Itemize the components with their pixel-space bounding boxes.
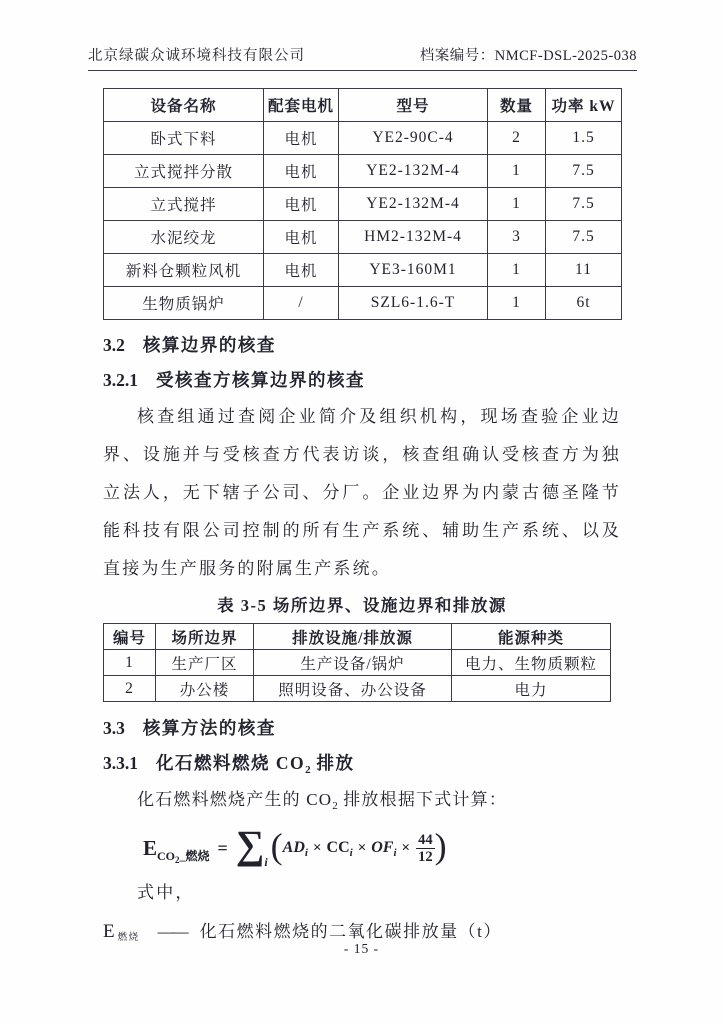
sigma-symbol: ∑	[235, 822, 265, 867]
column-header: 排放设施/排放源	[254, 624, 452, 650]
table-cell: 电力、生物质颗粒	[452, 650, 611, 676]
table-cell: 生产设备/锅炉	[254, 650, 452, 676]
formula-lhs-subscript: $CO_2\_$燃烧	[157, 848, 210, 865]
table-cell: 电力	[452, 676, 611, 702]
page-number: - 15 -	[343, 941, 380, 956]
formula-where-label: 式中，	[137, 883, 195, 902]
table-cell: 电机	[264, 122, 339, 155]
table-row	[104, 676, 611, 702]
table-cell: 水泥绞龙	[104, 221, 264, 254]
formula-term-cc: CC	[326, 839, 350, 856]
column-header: 能源种类	[452, 624, 611, 650]
table-cell: YE2-90C-4	[339, 122, 488, 155]
column-header: 编号	[104, 624, 156, 650]
table-cell: 电机	[264, 188, 339, 221]
open-parenthesis: (	[270, 826, 283, 866]
table-cell: 7.5	[546, 221, 622, 254]
table-cell: 3	[488, 221, 546, 254]
boundary-check-paragraph: 核查组通过查阅企业简介及组织机构，现场查验企业边界、设施并与受核查方代表访谈，核查组确认受核查方为独立法人，无下辖子公司、分厂。企业边界为内蒙古德圣隆节能科技有限公司控制的所有生产系统、辅助生产系统、以及直接为生产服务的附属生产系统。	[103, 407, 621, 578]
definition-dash: ——	[157, 922, 186, 941]
co2-formula-intro: 化石燃料燃烧产生的 $CO_2$ 排放根据下式计算：	[137, 790, 508, 812]
table-row	[104, 287, 622, 320]
table-row	[104, 155, 622, 188]
sigma-index: i	[264, 854, 268, 869]
table-cell: 立式搅拌	[104, 188, 264, 221]
table-cell: 电机	[264, 221, 339, 254]
table-cell: 生物质锅炉	[104, 287, 264, 320]
variable-subscript: 燃烧	[117, 933, 140, 943]
co2-emission-formula: E $CO_2\_$燃烧 = ∑ i ( AD i × CC i × OF i × $\frac{44}{12}$ )	[143, 822, 447, 869]
section-3-3-1-heading	[103, 751, 621, 778]
multiply-sign: ×	[357, 839, 367, 856]
close-parenthesis: )	[434, 826, 447, 866]
table-cell: 1	[488, 155, 546, 188]
multiply-sign: ×	[312, 839, 322, 856]
table-cell: 6t	[546, 287, 622, 320]
multiply-sign: ×	[401, 839, 411, 856]
table-cell: 1	[488, 287, 546, 320]
formula-term-of: OF	[371, 839, 394, 856]
table-cell: 卧式下料	[104, 122, 264, 155]
table-cell: 1	[104, 650, 156, 676]
table-3-5-caption: 表 3-5 场所边界、设施边界和排放源	[217, 596, 507, 615]
table-cell: YE2-132M-4	[339, 155, 488, 188]
table-row	[104, 122, 622, 155]
table-cell: 生产厂区	[156, 650, 254, 676]
table-cell: YE3-160M1	[339, 254, 488, 287]
table-cell: 立式搅拌分散	[104, 155, 264, 188]
column-header: 数量	[488, 89, 546, 122]
variable-description: 化石燃料燃烧的二氧化碳排放量（t）	[199, 922, 502, 941]
table-cell: 7.5	[546, 188, 622, 221]
section-title: 核算方法的核查	[142, 718, 276, 738]
table-row	[104, 188, 622, 221]
table-cell: 新料仓颗粒风机	[104, 254, 264, 287]
table-cell: 照明设备、办公设备	[254, 676, 452, 702]
boundary-table	[103, 623, 611, 702]
section-number: 3.3.1	[103, 753, 138, 773]
table-cell: HM2-132M-4	[339, 221, 488, 254]
boundary-table-header-row	[104, 624, 611, 650]
column-header: 型号	[339, 89, 488, 122]
section-3-3-heading	[103, 716, 621, 740]
column-header: 配套电机	[264, 89, 339, 122]
section-title: 受核查方核算边界的核查	[156, 370, 365, 390]
section-3-2-heading	[103, 333, 621, 357]
section-3-2-1-heading	[103, 368, 621, 392]
header-company-name: 北京绿碳众诚环境科技有限公司	[88, 48, 305, 64]
table-cell: SZL6-1.6-T	[339, 287, 488, 320]
table-cell: /	[264, 287, 339, 320]
section-number: 3.3	[103, 718, 125, 738]
table-cell: YE2-132M-4	[339, 188, 488, 221]
equipment-table	[103, 88, 622, 320]
co2-subscript: 2	[332, 800, 338, 812]
variable-symbol: E	[103, 921, 115, 942]
co2-subscript: 2	[305, 764, 311, 776]
table-cell: 办公楼	[156, 676, 254, 702]
section-number: 3.2.1	[103, 370, 138, 390]
table-cell: 1	[488, 188, 546, 221]
column-header: 场所边界	[156, 624, 254, 650]
equipment-table-header-row	[104, 89, 622, 122]
table-cell: 2	[104, 676, 156, 702]
table-cell: 电机	[264, 254, 339, 287]
section-title: 化石燃料燃烧 $CO_2$ 排放	[156, 753, 355, 776]
formula-lhs-symbol: E	[143, 835, 158, 860]
column-header: 功率 kW	[546, 89, 622, 122]
table-cell: 1	[488, 254, 546, 287]
page-content	[103, 88, 621, 948]
page-header	[88, 44, 637, 71]
table-row	[104, 254, 622, 287]
table-row	[104, 650, 611, 676]
section-title: 核算边界的核查	[142, 335, 276, 355]
column-header: 设备名称	[104, 89, 264, 122]
doc-number-label: 档案编号：	[419, 48, 495, 64]
table-cell: 2	[488, 122, 546, 155]
section-number: 3.2	[103, 335, 125, 355]
doc-number-value: NMCF-DSL-2025-038	[494, 48, 637, 64]
table-cell: 7.5	[546, 155, 622, 188]
header-doc-number	[420, 44, 637, 65]
table-cell: 11	[546, 254, 622, 287]
table-row	[104, 221, 622, 254]
fraction-44-12: $\frac{44}{12}$	[418, 831, 433, 865]
formula-term-ad: AD	[282, 839, 305, 856]
table-cell: 电机	[264, 155, 339, 188]
equals-sign: =	[217, 837, 228, 858]
table-cell: 1.5	[546, 122, 622, 155]
